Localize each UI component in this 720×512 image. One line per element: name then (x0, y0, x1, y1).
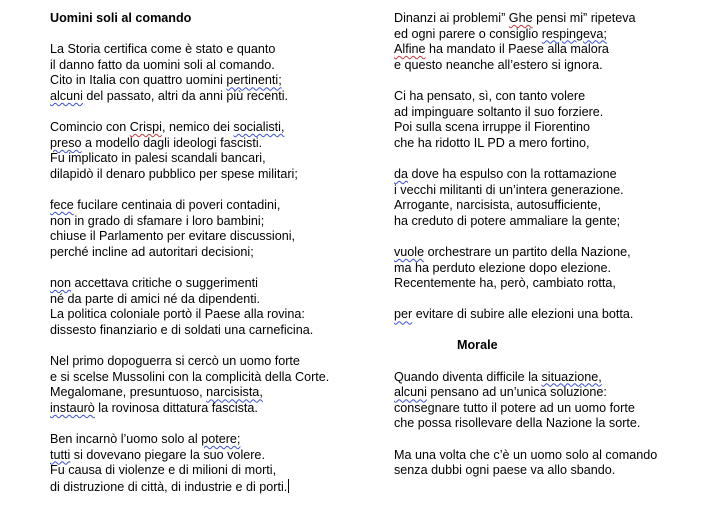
line-text: senza dubbi ogni paese va allo sbando. (394, 463, 616, 478)
line-text: ha creduto di potere ammaliare la gente; (394, 213, 621, 228)
flagged-word: Alfine (394, 42, 426, 57)
poem-line (394, 105, 694, 121)
line-text: dove ha espulso con la rottamazione (408, 166, 617, 181)
line-text: orchestrare un partito della Nazione, (424, 244, 631, 259)
poem-line (394, 136, 694, 152)
line-text: che possa risollevare della Nazione la sorte. (394, 416, 641, 431)
poem-line (394, 370, 694, 386)
poem-line (394, 198, 694, 214)
flagged-word: alcuni (394, 385, 427, 400)
poem-line (394, 183, 694, 199)
poem-line (50, 354, 370, 370)
poem-line (50, 229, 370, 245)
line-text: La Storia certifica come è stato e quanto (50, 42, 276, 57)
poem-line (394, 385, 694, 401)
line-text: La politica coloniale portò il Paese alla rovina: (50, 307, 305, 322)
poem-line (50, 448, 370, 464)
line-text: Fu implicato in palesi scandali bancari, (50, 151, 266, 166)
line-text: e si scelse Mussolini con la complicità della Corte. (50, 369, 330, 384)
line-text: che ha ridotto IL PD a mero fortino, (394, 135, 590, 150)
line-text: dissesto finanziario e di soldati una carneficina. (50, 322, 314, 337)
poem-line (394, 307, 694, 323)
line-text: Recentemente ha, però, cambiato rotta, (394, 276, 616, 291)
line-text: né da parte di amici né da dipendenti. (50, 291, 261, 306)
line-text: i vecchi militanti di un’intera generazione. (394, 182, 624, 197)
line-text: Ben incarnò l’uomo solo al (50, 432, 202, 447)
flagged-word: Crispi (129, 120, 162, 135)
poem-line (50, 292, 370, 308)
poem-line (50, 214, 370, 230)
poem-line (394, 11, 694, 27)
line-text: accettava critiche o suggerimenti (71, 276, 258, 291)
text-cursor (288, 479, 289, 493)
line-text: il danno fatto da uomini soli al comando. (50, 57, 275, 72)
stanza-gap (50, 105, 370, 121)
stanza-gap (50, 261, 370, 277)
line-text: Nel primo dopoguerra si cercò un uomo forte (50, 354, 300, 369)
line-text: Megalomane, presuntuoso, (50, 385, 207, 400)
line-text: non in grado di sfamare i loro bambini; (50, 213, 265, 228)
stanza-gap (394, 354, 694, 370)
line-text: del passato, altri da anni più recenti. (82, 88, 289, 103)
poem-line (394, 276, 694, 292)
poem-line (50, 307, 370, 323)
poem-line (394, 42, 694, 58)
poem-line (394, 401, 694, 417)
line-text: Poi sulla scena irruppe il Fiorentino (394, 120, 591, 135)
poem-line (50, 120, 370, 136)
line-text: Quando diventa difficile la (394, 369, 542, 384)
line-text: la rovinosa dittatura fascista. (94, 400, 258, 415)
line-text: a modello dagli ideologi fascisti. (81, 135, 263, 150)
line-text: fucilare centinaia di poveri contadini, (73, 198, 281, 213)
line-text: si dovevano piegare la suo volere. (70, 447, 265, 462)
poem-line (394, 448, 694, 464)
line-text: , nemico dei (161, 120, 234, 135)
poem-line (50, 58, 370, 74)
stanza-gap (394, 432, 694, 448)
line-text: Dinanzi ai problemi” (394, 11, 509, 25)
stanza-gap (394, 73, 694, 89)
flagged-word: vuole (394, 244, 425, 259)
poem-line (50, 136, 370, 152)
line-text: perché incline ad autoritari decisioni; (50, 244, 254, 259)
flagged-word: narcisista, (206, 385, 263, 400)
poem-right-column (394, 11, 694, 479)
poem-line (50, 42, 370, 58)
line-text: di distruzione di città, di industrie e di porti. (50, 479, 288, 494)
morale-heading: Morale (457, 338, 498, 353)
poem-line (394, 261, 694, 277)
line-text: evitare di subire alle elezioni una botta. (412, 307, 634, 322)
line-text: Cito in Italia con quattro uomini (50, 73, 227, 88)
line-text: ma ha perduto elezione dopo elezione. (394, 260, 612, 275)
line-text: e questo neanche all’estero si ignora. (394, 57, 603, 72)
line-text: pensano ad un’unica soluzione: (426, 385, 607, 400)
line-text: Arrogante, narcisista, autosufficiente, (394, 198, 601, 213)
poem-line (394, 167, 694, 183)
flagged-word: fece (50, 198, 74, 213)
poem-line (50, 432, 370, 448)
flagged-word: tutti (50, 447, 71, 462)
flagged-word: pertinenti; (226, 73, 282, 88)
stanza-gap (394, 323, 694, 339)
poem-line (50, 370, 370, 386)
poem-line (50, 276, 370, 292)
poem-line (50, 385, 370, 401)
line-text: ed ogni parere o consiglio (394, 26, 542, 41)
stanza-gap (50, 27, 370, 43)
poem-line (50, 198, 370, 214)
flagged-word: instaurò (50, 400, 95, 415)
poem-line (50, 167, 370, 183)
poem-line (50, 323, 370, 339)
poem-line (394, 89, 694, 105)
flagged-word: potere; (201, 432, 241, 447)
poem-line (394, 245, 694, 261)
poem-line (50, 463, 370, 479)
flagged-word: situazione, (541, 369, 602, 384)
poem-line (50, 89, 370, 105)
flagged-word: per (394, 307, 413, 322)
poem-line (394, 416, 694, 432)
flagged-word: socialisti, (233, 120, 285, 135)
flagged-word: Ghe (508, 11, 533, 25)
poem-left-column (50, 11, 370, 494)
flagged-word: preso (50, 135, 82, 150)
flagged-word: alcuni (50, 88, 83, 103)
poem-line (394, 27, 694, 43)
flagged-word: non (50, 276, 72, 291)
poem-line (394, 463, 694, 479)
poem-line (50, 479, 370, 495)
poem-line (50, 73, 370, 89)
stanza-gap (50, 416, 370, 432)
poem-line (394, 120, 694, 136)
line-text: Ci ha pensato, sì, con tanto volere (394, 88, 586, 103)
poem-line (50, 245, 370, 261)
stanza-gap (50, 338, 370, 354)
poem-line (50, 151, 370, 167)
poem-line (394, 58, 694, 74)
line-text: ha mandato il Paese alla malora (425, 42, 609, 57)
line-text: dilapidò il denaro pubblico per spese militari; (50, 166, 298, 181)
stanza-gap (50, 183, 370, 199)
flagged-word: respingeva; (541, 26, 607, 41)
line-text: Comincio con (50, 120, 130, 135)
line-text: chiuse il Parlamento per evitare discussioni, (50, 229, 295, 244)
stanza-gap (394, 292, 694, 308)
flagged-word: da (394, 166, 409, 181)
poem-line (50, 401, 370, 417)
line-text: Ma una volta che c’è un uomo solo al comando (394, 447, 658, 462)
line-text: pensi mi” ripeteva (532, 11, 636, 25)
stanza-gap (394, 229, 694, 245)
line-text: consegnare tutto il potere ad un uomo forte (394, 400, 635, 415)
line-text: Fu causa di violenze e di milioni di morti, (50, 463, 277, 478)
line-text: ad impinguare soltanto il suo forziere. (394, 104, 604, 119)
poem-line (394, 214, 694, 230)
stanza-gap (394, 151, 694, 167)
poem-title: Uomini soli al comando (50, 11, 192, 25)
